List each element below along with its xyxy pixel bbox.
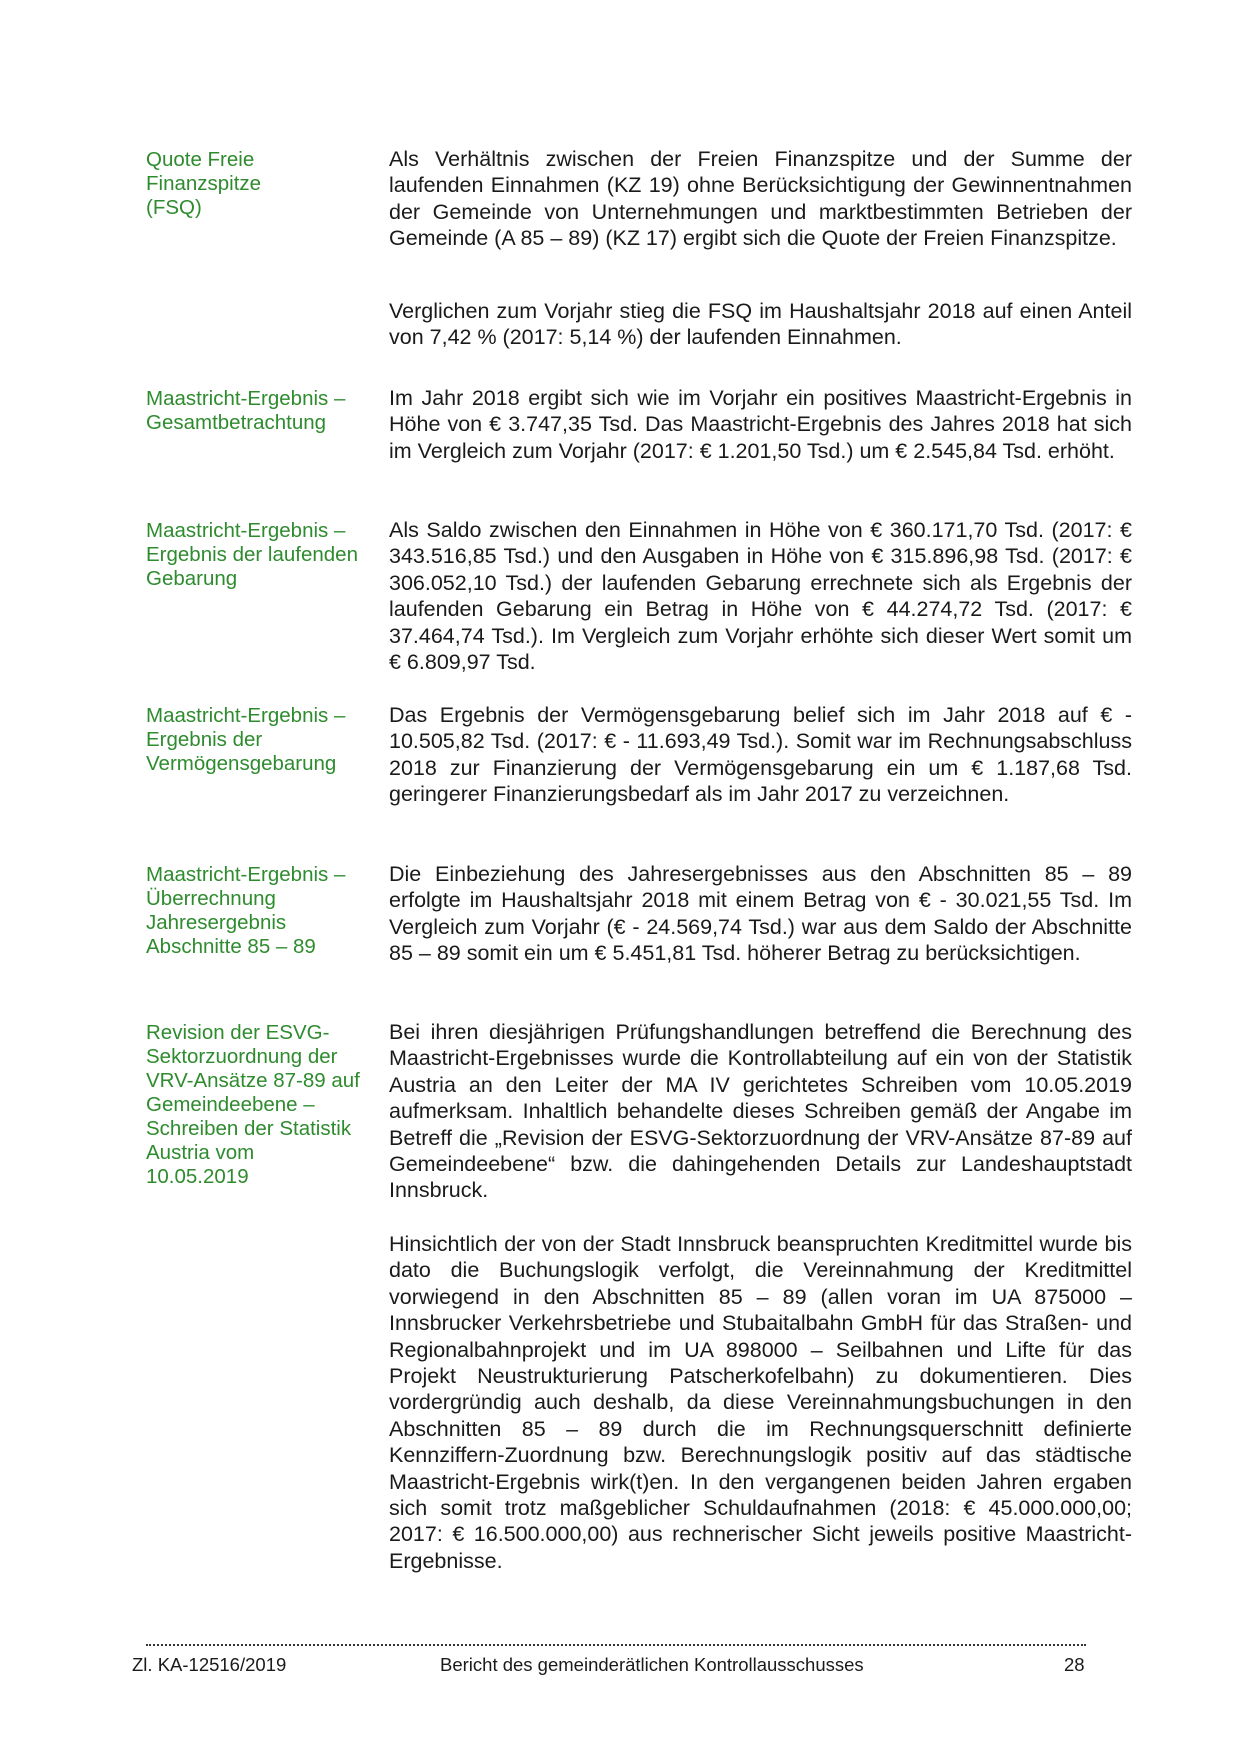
margin-label-maastricht-overall: Maastricht-Ergebnis – Gesamtbetrachtung: [146, 387, 346, 434]
paragraph-maastricht-overall: Im Jahr 2018 ergibt sich wie im Vorjahr ein positives Maastricht-Ergebnis in Höhe von € 3.747,35 Tsd. Das Maastricht-Ergebnis des Jahres 2018 hat sich im Vergleich zum Vorjahr (2017: € 1.201,50 Tsd.) um € 2.545,84 Tsd. erhöht.: [389, 386, 1132, 463]
paragraph-fsq-comparison: Verglichen zum Vorjahr stieg die FSQ im Haushaltsjahr 2018 auf einen Anteil von 7,42 % (2017: 5,14 %) der laufenden Einnahmen.: [389, 299, 1132, 350]
margin-label-current-operations: Maastricht-Ergebnis – Ergebnis der laufenden Gebarung: [146, 519, 358, 590]
paragraph-annual-result-transfer: Die Einbeziehung des Jahresergebnisses aus den Abschnitten 85 – 89 erfolgte im Haushaltsjahr 2018 mit einem Betrag von € - 30.021,55 Tsd. Im Vergleich zum Vorjahr (€ - 24.569,74 Tsd.) war aus dem Saldo der Abschnitte 85 – 89 somit ein um € 5.451,81 Tsd. höherer Betrag zu berücksichtigen.: [389, 862, 1132, 966]
paragraph-asset-operations: Das Ergebnis der Vermögensgebarung belief sich im Jahr 2018 auf € - 10.505,82 Tsd. (2017: € - 11.693,49 Tsd.). Somit war im Rechnungsabschluss 2018 zur Finanzierung der Vermögensgebarung ein um € 1.187,68 Tsd. geringerer Finanzierungsbedarf als im Jahr 2017 zu verzeichnen.: [389, 703, 1132, 807]
footer-reference: Zl. KA-12516/2019: [132, 1654, 287, 1675]
paragraph-credit-booking-logic: Hinsichtlich der von der Stadt Innsbruck beanspruchten Kreditmittel wurde bis dato die Buchungslogik verfolgt, die Vereinnahmung der Kreditmittel vorwiegend in den Abschnitten 85 – 89 (allen voran im UA 875000 – Innsbrucker Verkehrsbetriebe und Stubaitalbahn GmbH für das Straßen- und Regionalbahnprojekt und im UA 898000 – Seilbahnen und Lifte für das Projekt Neustrukturierung Patscherkofelbahn) zu dokumentieren. Dies vordergründig auch deshalb, da diese Vereinnahmungsbuchungen in den Abschnitten 85 – 89 durch die im Rechnungsquerschnitt definierte Kennziffern-Zuordnung bzw. Berechnungslogik positiv auf das städtische Maastricht-Ergebnis wirk(t)en. In den vergangenen beiden Jahren ergaben sich somit trotz maßgeblicher Schuldaufnahmen (2018: € 45.000.000,00; 2017: € 16.500.000,00) aus rechnerischer Sicht jeweils positive Maastricht-Ergebnisse.: [389, 1232, 1132, 1573]
paragraph-esvg-letter: Bei ihren diesjährigen Prüfungshandlungen betreffend die Berechnung des Maastricht-Ergebnisses wurde die Kontrollabteilung auf ein von der Statistik Austria an den Leiter der MA IV gerichtetes Schreiben vom 10.05.2019 aufmerksam. Inhaltlich behandelte dieses Schreiben gemäß der Angabe im Betreff die „Revision der ESVG-Sektorzuordnung der VRV-Ansätze 87-89 auf Gemeindeebene“ bzw. die dahingehenden Details zur Landeshauptstadt Innsbruck.: [389, 1020, 1132, 1203]
footer-divider: [146, 1644, 1086, 1646]
paragraph-current-operations: Als Saldo zwischen den Einnahmen in Höhe von € 360.171,70 Tsd. (2017: € 343.516,85 Tsd.) und den Ausgaben in Höhe von € 315.896,98 Tsd. (2017: € 306.052,10 Tsd.) der laufenden Gebarung errechnete sich als Ergebnis der laufenden Gebarung ein Betrag in Höhe von € 44.274,72 Tsd. (2017: € 37.464,74 Tsd.). Im Vergleich zum Vorjahr erhöhte sich dieser Wert somit um € 6.809,97 Tsd.: [389, 518, 1132, 675]
margin-label-fsq: Quote Freie Finanzspitze (FSQ): [146, 148, 262, 219]
margin-label-annual-result-transfer: Maastricht-Ergebnis – Überrechnung Jahresergebnis Abschnitte 85 – 89: [146, 863, 346, 958]
margin-label-esvg-revision: Revision der ESVG- Sektorzuordnung der VRV-Ansätze 87-89 auf Gemeindeebene – Schreiben der Statistik Austria vom 10.05.2019: [146, 1021, 360, 1188]
footer-report-title: Bericht des gemeinderätlichen Kontrollausschusses: [440, 1654, 864, 1675]
footer-page-number: 28: [1064, 1654, 1085, 1675]
margin-label-asset-operations: Maastricht-Ergebnis – Ergebnis der Vermögensgebarung: [146, 704, 346, 775]
paragraph-fsq-definition: Als Verhältnis zwischen der Freien Finanzspitze und der Summe der laufenden Einnahmen (KZ 19) ohne Berücksichtigung der Gewinnentnahmen der Gemeinde von Unternehmungen und marktbestimmten Betrieben der Gemeinde (A 85 – 89) (KZ 17) ergibt sich die Quote der Freien Finanzspitze.: [389, 147, 1132, 251]
